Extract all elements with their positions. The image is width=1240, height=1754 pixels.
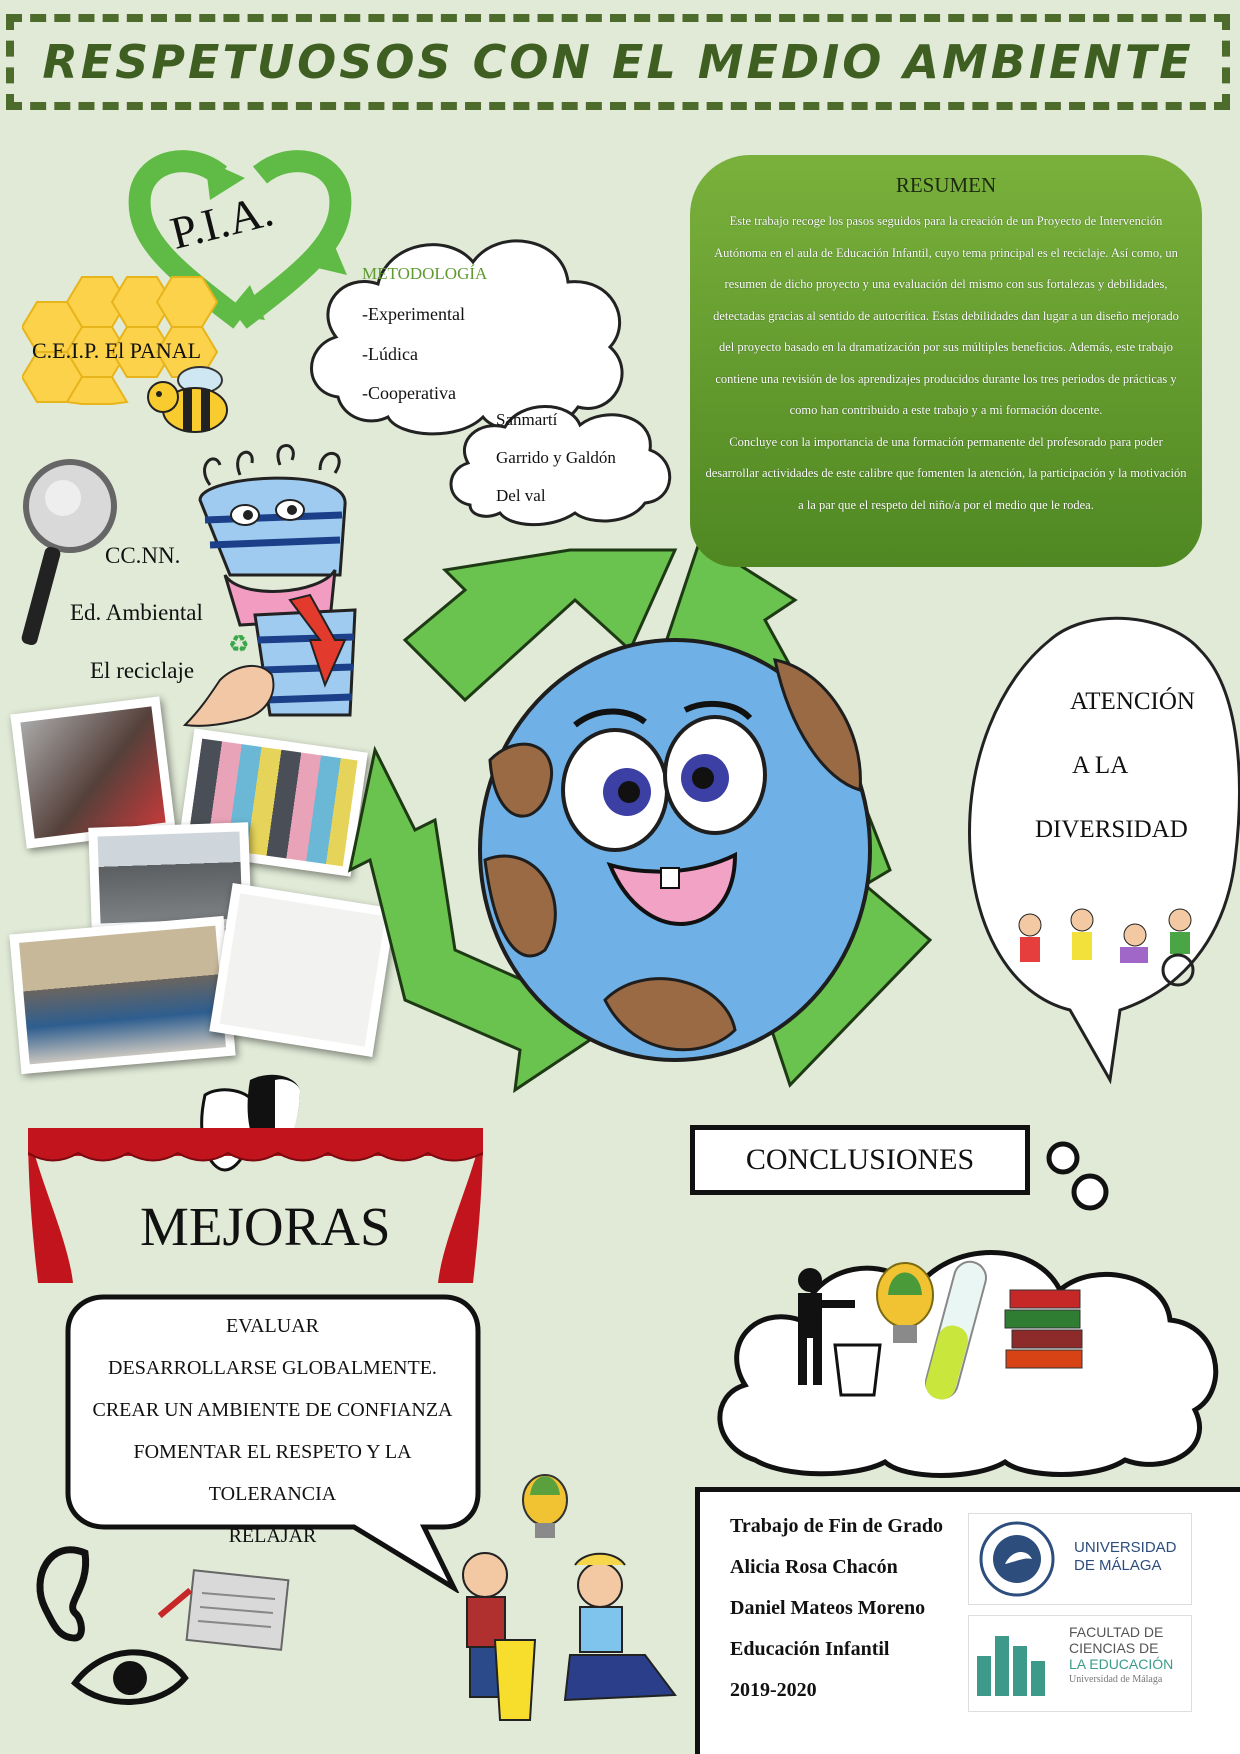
resumen-paragraph: Concluye con la importancia de una formación permanente del profesorado para poder desarrollar actividades de este calibre que fomenten la atención, la participación y la motivación a la par que el respeto del niño/a por el medio que le rodea. xyxy=(705,434,1187,512)
atencion-line: ATENCIÓN xyxy=(1070,688,1195,715)
faculty-university-line: Universidad de Málaga xyxy=(1069,1674,1163,1685)
resumen-paragraph: Este trabajo recoge los pasos seguidos para la creación de un Proyecto de Intervención Autónoma en el aula de Educación Infantil, cuyo tema principal es el reciclaje. Así como, un resumen de dicho proyecto y una evaluación del mismo con sus fortalezas y debilidades, detectadas gracias al sentido de autocrítica. Estas debilidades dan lugar a un diseño mejorado del proyecto basado en la dramatización por sus múltiples beneficios. Además, este trabajo contiene una revisión de los aprendizajes producidos durante los tres periodos de prácticas y como han contribuido a este trabajo y a mi formación docente. xyxy=(713,214,1179,417)
books-icon xyxy=(1005,1290,1082,1368)
credit-line: Trabajo de Fin de Grado xyxy=(730,1515,943,1537)
credit-line: Educación Infantil xyxy=(730,1638,890,1660)
project-photo xyxy=(9,916,235,1074)
pia-label: P.I.A. xyxy=(165,184,279,259)
metodologia-heading: METODOLOGÍA xyxy=(362,264,488,283)
speech-bubble-shape xyxy=(960,610,1240,1090)
atencion-line: A LA xyxy=(1072,752,1129,779)
author-ref: Sanmartí xyxy=(496,410,558,429)
metodologia-item: -Lúdica xyxy=(362,344,418,364)
uma-logo xyxy=(968,1513,1192,1605)
school-name: C.E.I.P. El PANAL xyxy=(32,338,202,363)
resumen-panel xyxy=(690,155,1202,567)
small-recycle-icon: ♻ xyxy=(228,631,250,658)
topic: El reciclaje xyxy=(90,658,195,683)
children-diversity-icon xyxy=(1010,905,1210,990)
faculty-name-line: FACULTAD DE xyxy=(1069,1624,1164,1640)
resumen-heading: RESUMEN xyxy=(895,173,997,197)
recycle-earth-icon xyxy=(345,530,1005,1150)
lightbulb-icon xyxy=(877,1263,933,1343)
hand-icon xyxy=(180,655,280,730)
mejoras-heading: MEJORAS xyxy=(140,1196,391,1257)
test-tube-icon xyxy=(922,1258,989,1402)
mejoras-list xyxy=(70,1305,475,1557)
credit-line: 2019-2020 xyxy=(730,1679,817,1701)
mejora-item: DESARROLLARSE GLOBALMENTE. xyxy=(108,1357,437,1379)
topic: Ed. Ambiental xyxy=(70,600,203,625)
faculty-name-line: CIENCIAS DE xyxy=(1069,1640,1159,1656)
atencion-line: DIVERSIDAD xyxy=(1035,816,1188,843)
notebook-icon xyxy=(150,1565,300,1665)
kids-recycling-icon xyxy=(445,1465,685,1735)
credit-line: Alicia Rosa Chacón xyxy=(730,1556,898,1578)
uma-name-line: DE MÁLAGA xyxy=(1074,1557,1162,1574)
conclusiones-heading: CONCLUSIONES xyxy=(745,1143,975,1176)
uma-seal-icon xyxy=(977,1519,1057,1599)
faculty-building-icon xyxy=(977,1631,1057,1696)
faculty-name-line: LA EDUCACIÓN xyxy=(1069,1656,1174,1672)
credits-list xyxy=(730,1506,943,1711)
title-banner xyxy=(6,14,1230,110)
conclusion-icons xyxy=(780,1255,1200,1415)
uma-name-line: UNIVERSIDAD xyxy=(1074,1539,1177,1556)
metodologia-item: -Experimental xyxy=(362,304,465,324)
ear-icon xyxy=(30,1538,105,1648)
page-title: RESPETUOSOS CON EL MEDIO AMBIENTE xyxy=(42,35,1194,89)
trash-person-icon xyxy=(798,1268,880,1395)
mejora-item: RELAJAR xyxy=(228,1525,317,1547)
metodologia-item: -Cooperativa xyxy=(362,383,456,403)
author-ref: Garrido y Galdón xyxy=(496,448,616,467)
mejora-item: CREAR UN AMBIENTE DE CONFIANZA xyxy=(92,1399,453,1421)
topic: CC.NN. xyxy=(105,543,181,568)
faculty-logo xyxy=(968,1615,1192,1712)
credit-line: Daniel Mateos Moreno xyxy=(730,1597,926,1619)
author-ref: Del val xyxy=(496,486,546,505)
mejora-item: FOMENTAR EL RESPETO Y LA TOLERANCIA xyxy=(133,1441,412,1505)
mejora-item: EVALUAR xyxy=(226,1315,319,1337)
